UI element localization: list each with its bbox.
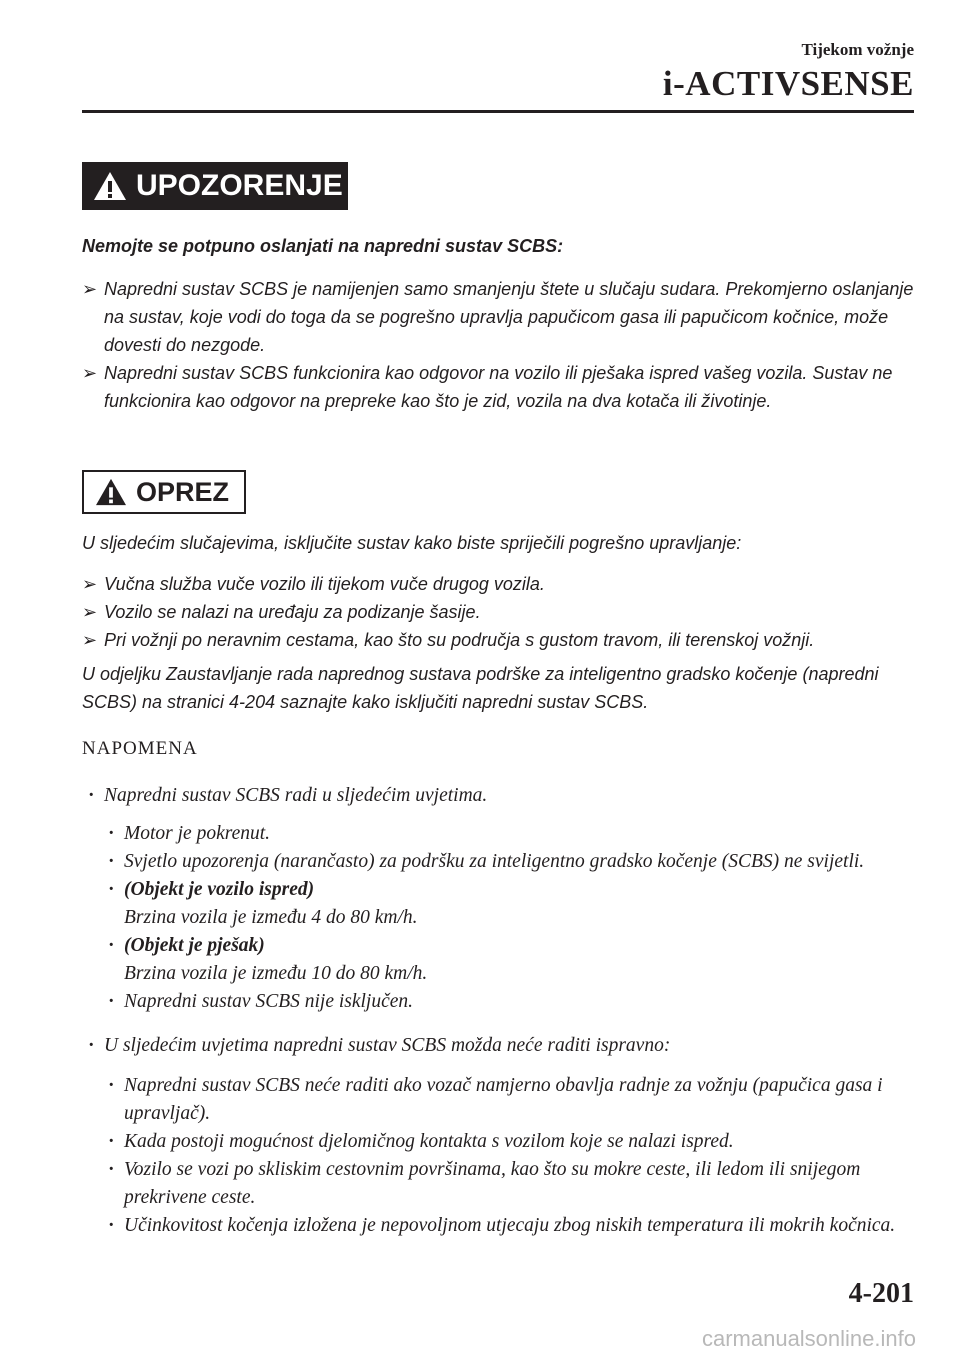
caution-item-text: Vozilo se nalazi na uređaju za podizanje šasije. <box>104 602 481 622</box>
bullet-dot-icon: · <box>108 851 115 872</box>
bullet-dot-icon: · <box>88 1035 95 1056</box>
caution-item-text: Pri vožnji po neravnim cestama, kao što su područja s gustom travom, ili terenskoj vožnji. <box>104 630 815 650</box>
list-item <box>82 359 922 415</box>
list-item <box>82 275 922 359</box>
arrow-bullet-icon: ➢ <box>82 574 98 594</box>
note-sublist-2 <box>108 1072 908 1240</box>
list-item <box>108 932 908 988</box>
note-text: Napredni sustav SCBS neće raditi ako vozač namjerno obavlja radnje za vožnju (papučica gasa i upravljač). <box>124 1075 883 1124</box>
note-text: Kada postoji mogućnost djelomičnog kontakta s vozilom koje se nalazi ispred. <box>124 1131 734 1152</box>
note-text: Brzina vozila je između 10 do 80 km/h. <box>124 963 428 984</box>
note-heading: NAPOMENA <box>82 738 198 759</box>
warning-item-text: Napredni sustav SCBS je namijenjen samo smanjenju štete u slučaju sudara. Prekomjerno oslanjanje na sustav, koje vodi do toga da se pogrešno upravlja papučicom gasa ili papučicom kočnice, može dovesti do nezgode. <box>104 279 914 355</box>
caution-list <box>82 570 922 654</box>
caution-item-text: Vučna služba vuče vozilo ili tijekom vuče drugog vozila. <box>104 574 545 594</box>
note-text: Napredni sustav SCBS nije isključen. <box>124 991 414 1012</box>
bullet-dot-icon: · <box>108 879 115 900</box>
page-number: 4-201 <box>848 1278 914 1309</box>
list-item <box>108 1212 908 1240</box>
note-text: Učinkovitost kočenja izložena je nepovoljnom utjecaju zbog niskih temperatura ili mokrih kočnica. <box>124 1215 896 1236</box>
list-item <box>82 570 922 598</box>
warning-item-text: Napredni sustav SCBS funkcionira kao odgovor na vozilo ili pješaka ispred vašeg vozila. Sustav ne funkcionira kao odgovor na prepreke kao što je zid, vozila na dva kotača ili životinje. <box>104 363 893 411</box>
list-item <box>108 1128 908 1156</box>
bullet-dot-icon: · <box>108 823 115 844</box>
note-text: Motor je pokrenut. <box>124 823 271 844</box>
arrow-bullet-icon: ➢ <box>82 279 98 299</box>
warning-triangle-icon <box>94 477 128 507</box>
note-text: Vozilo se vozi po skliskim cestovnim površinama, kao što su mokre ceste, ili ledom ili snijegom prekrivene ceste. <box>124 1159 861 1208</box>
note-bullet <box>88 1032 908 1060</box>
watermark: carmanualsonline.info <box>701 1326 916 1351</box>
note-condition: (Objekt je vozilo ispred) <box>124 879 315 900</box>
arrow-bullet-icon: ➢ <box>82 602 98 622</box>
warning-badge <box>82 162 348 210</box>
note-bullet <box>88 782 908 810</box>
arrow-bullet-icon: ➢ <box>82 630 98 650</box>
bullet-dot-icon: · <box>108 1215 115 1236</box>
chapter-title: i-ACTIVSENSE <box>662 64 914 103</box>
warning-list <box>82 275 922 415</box>
note-text: Napredni sustav SCBS radi u sljedećim uvjetima. <box>104 785 488 806</box>
note-text: U sljedećim uvjetima napredni sustav SCBS možda neće raditi ispravno: <box>104 1035 671 1056</box>
list-item <box>108 848 908 876</box>
bullet-dot-icon: · <box>108 935 115 956</box>
list-item <box>108 876 908 932</box>
bullet-dot-icon: · <box>108 1131 115 1152</box>
section-name: Tijekom vožnje <box>801 40 914 59</box>
note-text: Brzina vozila je između 4 do 80 km/h. <box>124 907 418 928</box>
running-header <box>663 40 914 104</box>
warning-label: UPOZORENJE <box>136 169 343 202</box>
caution-lead: U sljedećim slučajevima, isključite sustav kako biste spriječili pogrešno upravljanje: <box>82 533 742 553</box>
list-item <box>108 1072 908 1128</box>
note-sublist-1 <box>108 820 908 1016</box>
list-item <box>108 1156 908 1212</box>
bullet-dot-icon: · <box>88 785 95 806</box>
list-item <box>108 988 908 1016</box>
list-item <box>82 626 922 654</box>
arrow-bullet-icon: ➢ <box>82 363 98 383</box>
note-condition: (Objekt je pješak) <box>124 935 265 956</box>
bullet-dot-icon: · <box>108 1159 115 1180</box>
caution-badge <box>82 470 246 514</box>
bullet-dot-icon: · <box>108 1075 115 1096</box>
warning-triangle-icon <box>92 170 128 202</box>
caution-label: OPREZ <box>136 476 230 507</box>
list-item <box>108 820 908 848</box>
note-text: Svjetlo upozorenja (narančasto) za podršku za inteligentno gradsko kočenje (SCBS) ne svijetli. <box>124 851 865 872</box>
header-rule <box>82 110 914 113</box>
list-item <box>82 598 922 626</box>
bullet-dot-icon: · <box>108 991 115 1012</box>
caution-footer: U odjeljku Zaustavljanje rada naprednog sustava podrške za inteligentno gradsko kočenje (napredni SCBS) na stranici 4-204 saznajte kako isključiti napredni sustav SCBS. <box>82 664 879 712</box>
warning-lead: Nemojte se potpuno oslanjati na napredni sustav SCBS: <box>82 236 564 256</box>
